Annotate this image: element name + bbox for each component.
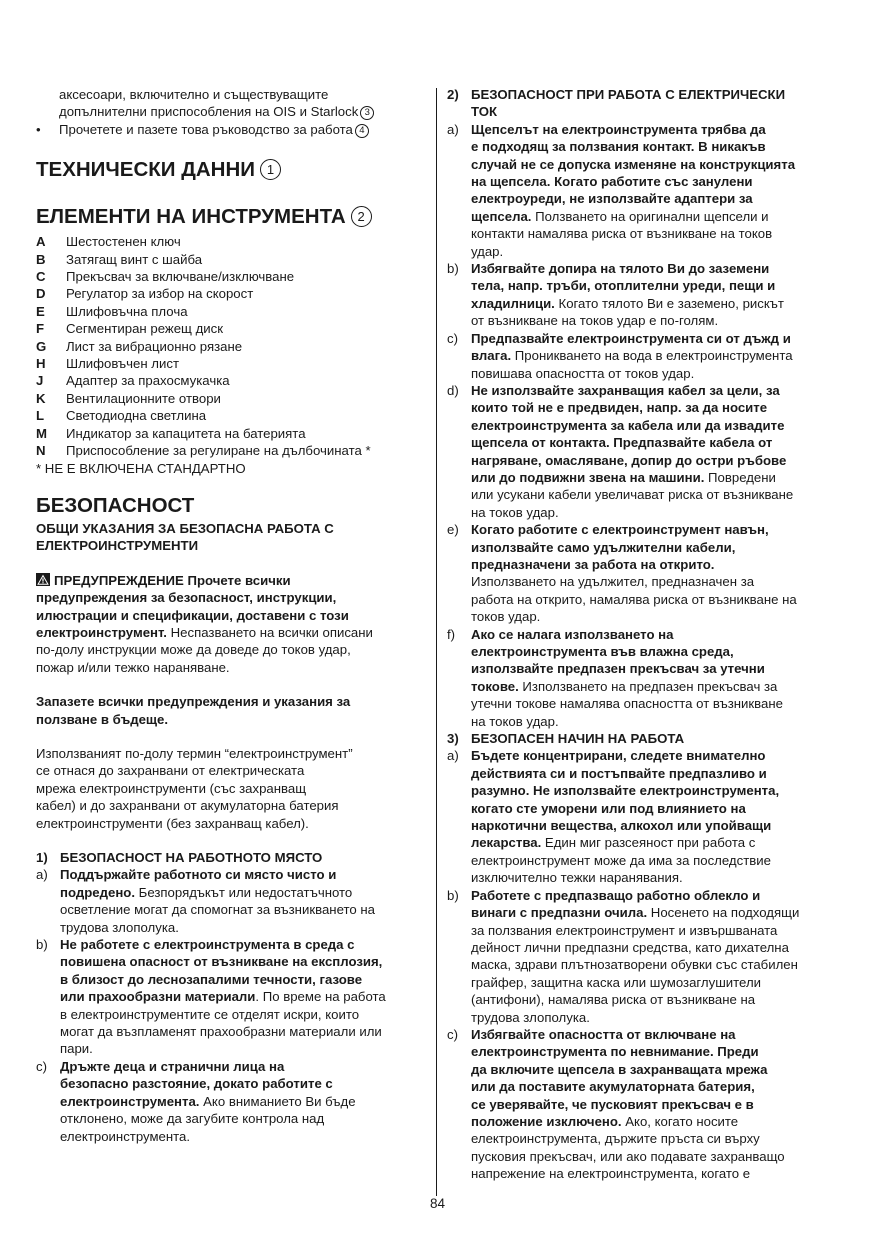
bold-text: безопасно разстояние, докато работите с: [60, 1076, 333, 1092]
text-line: [471, 626, 842, 643]
item-marker: b): [36, 937, 48, 953]
text-line: [60, 1075, 418, 1092]
section-2-items: [447, 121, 842, 730]
bold-text: лекарства.: [471, 835, 542, 851]
bold-text: използвайте само удължителни кабели,: [471, 539, 736, 555]
text-line: [36, 607, 418, 624]
bold-text: които той не е предвиден, напр. за да носите: [471, 400, 768, 416]
bold-text: в близост до леснозапалими течности, газове: [60, 971, 363, 987]
element-key: J: [36, 373, 44, 389]
text-line: [471, 782, 842, 799]
text-line: [471, 817, 842, 834]
text-line: [471, 382, 842, 399]
text-line: [471, 1165, 842, 1182]
left-column: [36, 86, 418, 1145]
normal-text: пусковия прекъсвач, или ако подавате захранващо: [471, 1148, 785, 1164]
bold-text: винаги с предпазни очила.: [471, 905, 648, 921]
bold-text: да включите щепсела в захранващата мрежа: [471, 1061, 768, 1077]
list-item: [447, 382, 842, 521]
not-included-note: * НЕ Е ВКЛЮЧЕНА СТАНДАРТНО: [36, 460, 246, 476]
text-line: [60, 901, 418, 918]
normal-text: токов удар.: [471, 609, 541, 625]
normal-text: могат да възпламенят прахообразни материали или: [60, 1024, 382, 1040]
element-key: B: [36, 251, 46, 267]
intro-continuation: [36, 86, 418, 121]
text-line: [471, 660, 842, 677]
bold-text: положение изключено.: [471, 1113, 622, 1129]
normal-text: дейност лични предпазни средства, като дихателна: [471, 939, 789, 955]
warning-triangle-icon: [36, 573, 50, 586]
text-line: [60, 866, 418, 883]
element-key: N: [36, 443, 46, 459]
bold-text: Бъдете концентрирани, следете внимателно: [471, 748, 766, 764]
text-line: [471, 1148, 842, 1165]
normal-text: трудова злополука.: [471, 1009, 590, 1025]
normal-text: маска, здрави плътнозатворени обувки със стабилен: [471, 957, 798, 973]
normal-text: Ползването на оригинални щепсели и: [531, 208, 769, 224]
text-line: [471, 347, 842, 364]
element-key: H: [36, 356, 46, 372]
figure-ref-1: 1: [260, 159, 281, 180]
text-line: [471, 173, 842, 190]
normal-text: Един миг разсеяност при работа с: [541, 835, 756, 851]
text-line: [471, 330, 842, 347]
text-line: [471, 991, 842, 1008]
text-line: [60, 919, 418, 936]
normal-text: Неспазването на всички описани: [166, 624, 373, 640]
bold-text: Не работете с електроинструмента в среда с: [60, 937, 355, 953]
item-text: [471, 1026, 842, 1183]
normal-text: осветление могат да спомогнат за възникването на: [60, 902, 375, 918]
item-text: [471, 887, 842, 1026]
intro-line-1: аксесоари, включително и съществуващите: [59, 87, 329, 102]
text-line: [471, 399, 842, 416]
item-text: [471, 260, 842, 330]
normal-text: работа на открито, намалява риска от възникване на: [471, 591, 797, 607]
section-1-heading: 1) БЕЗОПАСНОСТ НА РАБОТНОТО МЯСТО: [36, 850, 323, 865]
figure-ref-2: 2: [351, 206, 372, 227]
tool-elements-list: [36, 233, 418, 459]
element-label: Адаптер за прахосмукачка: [66, 373, 230, 389]
bold-text: или да поставите акумулаторната батерия,: [471, 1079, 755, 1095]
text-line: [471, 521, 842, 538]
list-item: [447, 121, 842, 260]
page-number: 84: [429, 1196, 446, 1211]
bold-text: електроинструмента.: [60, 1093, 200, 1109]
normal-text: от възникване на токов удар е по-голям.: [471, 313, 719, 329]
item-marker: b): [447, 887, 459, 903]
normal-text: Безпорядъкът или недостатъчното: [135, 884, 353, 900]
item-marker: e): [447, 522, 459, 538]
bold-text: когато сте уморени или под влиянието на: [471, 800, 746, 816]
text-line: [471, 486, 842, 503]
text-line: [471, 747, 842, 764]
item-marker: f): [447, 626, 456, 642]
normal-text: удар.: [471, 243, 504, 259]
text-line: [471, 1130, 842, 1147]
text-line: [471, 800, 842, 817]
element-label: Шестостенен ключ: [66, 234, 181, 250]
section-3-heading: 3) БЕЗОПАСЕН НАЧИН НА РАБОТА: [447, 731, 685, 747]
text-line: [36, 589, 418, 606]
element-key: G: [36, 338, 47, 354]
bold-text: нагряване, омасляване, допир до остри ръбове: [471, 452, 787, 468]
bullet-mark: •: [36, 121, 41, 137]
item-marker: c): [447, 330, 458, 346]
list-item: [36, 1058, 418, 1145]
bold-text: е подходящ за ползвания контакт. В никакъв: [471, 139, 766, 155]
bold-text: се уверявайте, че пусковият прекъсвач е в: [471, 1096, 754, 1112]
text-line: [60, 988, 418, 1005]
bold-text: повишена опасност от възникване на експлозия,: [60, 954, 383, 970]
text-line: [471, 834, 842, 851]
text-line: [471, 556, 842, 573]
text-line: [471, 765, 842, 782]
right-column: [447, 86, 842, 1183]
bold-text: влага.: [471, 348, 512, 364]
text-line: [471, 504, 842, 521]
normal-text: по-долу инструкции може да доведе до токов удар,: [36, 642, 351, 658]
text-line: [471, 852, 842, 869]
list-item: [447, 887, 842, 1026]
text-line: [471, 452, 842, 469]
section-1-items: [36, 866, 418, 1145]
element-label: Приспособление за регулиране на дълбочината *: [66, 443, 371, 459]
element-label: Регулатор за избор на скорост: [66, 286, 254, 302]
technical-data-heading: ТЕХНИЧЕСКИ ДАННИ 1: [36, 158, 418, 182]
element-key: D: [36, 286, 46, 302]
text-line: [60, 884, 418, 901]
element-label: Шлифовъчна плоча: [66, 303, 188, 319]
text-line: [471, 539, 842, 556]
tool-elements-heading: ЕЛЕМЕНТИ НА ИНСТРУМЕНТА 2: [36, 205, 418, 229]
list-item: [447, 521, 842, 625]
element-label: Шлифовъчен лист: [66, 356, 179, 372]
intro-line-2: допълнителни приспособления на OIS и Starlock 3: [59, 103, 418, 120]
keep-warnings-note: Запазете всички предупреждения и указания за ползване в бъдеще.: [36, 694, 351, 727]
normal-text: електроинструмента, държите пръста си върху: [471, 1131, 760, 1147]
bold-text: на щепсела. Когато работите със занулени: [471, 174, 753, 190]
text-line: [471, 608, 842, 625]
element-label: Индикатор за капацитета на батерията: [66, 425, 306, 441]
normal-text: трудова злополука.: [60, 919, 179, 935]
text-line: [36, 641, 418, 658]
item-text: [60, 866, 418, 936]
text-line: [471, 678, 842, 695]
item-text: [471, 121, 842, 260]
bold-text: или до подвижни звена на машини.: [471, 469, 705, 485]
list-item: [447, 330, 842, 382]
bold-text: Поддържайте работното си място чисто и: [60, 867, 337, 883]
text-line: [60, 1093, 418, 1110]
text-line: [471, 695, 842, 712]
text-line: [471, 469, 842, 486]
text-line: [471, 312, 842, 329]
item-text: [471, 382, 842, 521]
normal-text: Повредени: [704, 469, 776, 485]
element-label: Светодиодна светлина: [66, 408, 207, 424]
normal-text: контакти намалява риска от възникване на токов: [471, 226, 773, 242]
text-line: [60, 953, 418, 970]
item-marker: a): [447, 748, 459, 764]
safety-heading: БЕЗОПАСНОСТ: [36, 493, 195, 517]
bold-text: Избягвайте допира на тялото Ви до заземени: [471, 261, 770, 277]
bold-text: Щепселът на електроинструмента трябва да: [471, 121, 766, 137]
bold-text: електроинструмента във влажна среда,: [471, 644, 734, 659]
text-line: [36, 659, 418, 676]
text-line: [471, 260, 842, 277]
bold-text: Работете с предпазващо работно облекло и: [471, 887, 761, 903]
text-line: [471, 138, 842, 155]
bold-text: предупреждения за безопасност, инструкции,: [36, 590, 337, 606]
text-line: [471, 190, 842, 207]
element-key: C: [36, 269, 46, 285]
text-line: [471, 974, 842, 991]
column-divider: [436, 88, 437, 1196]
item-marker: b): [447, 261, 459, 277]
item-marker: a): [447, 121, 459, 137]
bold-text: щепсела.: [471, 208, 532, 224]
bold-text: тела, напр. тръби, отоплителни уреди, пещи и: [471, 278, 776, 294]
text-line: [471, 1026, 842, 1043]
bold-text: наркотични вещества, алкохол или упойващи: [471, 818, 772, 834]
item-text: [471, 747, 842, 886]
figure-ref-4: 4: [355, 124, 369, 138]
bold-text: електроинструмент.: [36, 624, 167, 640]
normal-text: Проникването на вода в електроинструмента: [511, 348, 793, 364]
text-line: [60, 1110, 418, 1127]
item-text: [471, 330, 842, 382]
item-marker: c): [447, 1026, 458, 1042]
list-item: [447, 626, 842, 730]
bold-text: щепсела от контакта. Предпазвайте кабела от: [471, 435, 773, 451]
element-key: F: [36, 321, 45, 337]
text-line: [60, 1006, 418, 1023]
text-line: [471, 573, 842, 590]
normal-text: грайфер, защитна каска или шумозаглушители: [471, 974, 762, 990]
text-line: [36, 624, 418, 641]
read-manual-bullet: • Прочетете и пазете това ръководство за работа 4: [36, 121, 418, 138]
bold-text: Избягвайте опасността от включване на: [471, 1026, 736, 1042]
normal-text: пожар и/или тежко нараняване.: [36, 659, 230, 675]
list-item: [447, 747, 842, 886]
element-key: L: [36, 408, 45, 424]
normal-text: Когато тялото Ви е заземено, рискът: [554, 295, 784, 311]
normal-text: напрежение на електроинструмента, когато е: [471, 1166, 751, 1182]
bold-text: Предпазвайте електроинструмента си от дъжд и: [471, 330, 791, 346]
text-line: [471, 434, 842, 451]
text-line: [471, 417, 842, 434]
normal-text: в електроинструментите се отделят искри, които: [60, 1006, 360, 1022]
text-line: [471, 956, 842, 973]
normal-text: на токов удар.: [471, 504, 559, 520]
text-line: [471, 1078, 842, 1095]
normal-text: изключително тежки наранявания.: [471, 870, 683, 886]
normal-text: пари.: [60, 1041, 93, 1057]
bold-text: случай не се допуска изменяне на конструкцията: [471, 156, 796, 172]
text-line: [471, 208, 842, 225]
list-item: [36, 936, 418, 1058]
text-line: [471, 713, 842, 730]
section-3-items: [447, 747, 842, 1182]
text-line: [471, 939, 842, 956]
normal-text: повишава опасността от токов удар.: [471, 365, 695, 381]
text-line: [471, 922, 842, 939]
text-line: [60, 971, 418, 988]
text-line: [471, 904, 842, 921]
text-line: [60, 1023, 418, 1040]
element-label: Сегментиран режещ диск: [66, 321, 223, 337]
normal-text: Използването на предпазен прекъсвач за: [518, 678, 778, 694]
element-key: A: [36, 234, 46, 250]
bold-text: Дръжте деца и странични лица на: [60, 1058, 285, 1074]
normal-text: за ползвания електроинструмент и извършваната: [471, 922, 778, 938]
element-label: Прекъсвач за включване/изключване: [66, 269, 295, 285]
bold-text: предназначени за работа на открито.: [471, 556, 715, 572]
text-line: [471, 1009, 842, 1026]
text-line: [60, 1128, 418, 1145]
bold-text: Ако се налага използването на: [471, 626, 674, 642]
text-line: [60, 1058, 418, 1075]
text-line: [471, 365, 842, 382]
power-tool-term-paragraph: Използваният по-долу термин “електроинструмент” се отнася до захранвани от електрическата мрежа електроинструменти (със захранващ кабел) и до захранвани от акумулаторна батерия електроинструменти (без захранващ кабел).: [36, 745, 353, 831]
text-line: [471, 1061, 842, 1078]
normal-text: Носенето на подходящи: [647, 905, 800, 921]
text-line: [471, 277, 842, 294]
list-item: [447, 1026, 842, 1183]
text-line: [471, 1113, 842, 1130]
normal-text: утечни токове намалява опасността от възникване: [471, 696, 783, 712]
bold-text: действията си и постъпвайте предпазливо и: [471, 765, 767, 781]
normal-text: отклонено, може да загубите контрола над: [60, 1111, 325, 1127]
figure-ref-3: 3: [360, 106, 374, 120]
item-marker: d): [447, 382, 459, 398]
general-safety-heading: ОБЩИ УКАЗАНИЯ ЗА БЕЗОПАСНА РАБОТА С ЕЛЕКТРОИНСТРУМЕНТИ: [36, 520, 334, 554]
text-line: [471, 591, 842, 608]
normal-text: електроинструмента.: [60, 1128, 191, 1144]
text-line: [471, 1096, 842, 1113]
text-line: [471, 869, 842, 886]
list-item: [36, 866, 418, 936]
text-line: [471, 225, 842, 242]
bold-text: ПРЕДУПРЕЖДЕНИЕ Прочете всички: [54, 572, 291, 588]
normal-text: или усукани кабели увеличават риска от възникване: [471, 487, 794, 503]
normal-text: Ако, когато носите: [621, 1113, 739, 1129]
list-item: [447, 260, 842, 330]
element-key: K: [36, 390, 46, 406]
item-text: [60, 936, 418, 1058]
general-warning: [36, 572, 418, 676]
bold-text: подредено.: [60, 884, 135, 900]
text-line: [471, 887, 842, 904]
text-line: [471, 643, 842, 660]
item-marker: a): [36, 867, 48, 883]
normal-text: . По време на работа: [255, 989, 386, 1005]
item-text: [471, 626, 842, 730]
normal-text: Използването на удължител, предназначен за: [471, 574, 755, 590]
element-label: Вентилационните отвори: [66, 390, 221, 406]
bold-text: хладилници.: [471, 295, 555, 311]
element-label: Лист за вибрационно рязане: [66, 338, 243, 354]
item-marker: c): [36, 1058, 47, 1074]
element-key: E: [36, 303, 45, 319]
item-text: [60, 1058, 418, 1145]
text-line: [60, 936, 418, 953]
bold-text: токове.: [471, 678, 519, 694]
bold-text: електроинструмента за кабела или да извадите: [471, 417, 785, 433]
element-key: M: [36, 425, 47, 441]
bold-text: Когато работите с електроинструмент навън,: [471, 522, 769, 538]
text-line: [471, 295, 842, 312]
normal-text: на токов удар.: [471, 713, 559, 729]
bold-text: Не използвайте захранващия кабел за цели, за: [471, 382, 780, 398]
normal-text: Ако вниманието Ви бъде: [199, 1093, 356, 1109]
text-line: [471, 1043, 842, 1060]
bold-text: или прахообразни материали: [60, 989, 256, 1005]
text-line: [36, 572, 418, 589]
text-line: [60, 1040, 418, 1057]
bold-text: електроинструмента по невнимание. Преди: [471, 1044, 759, 1060]
text-line: [471, 121, 842, 138]
normal-text: (антифони), намалява риска от възникване на: [471, 992, 756, 1008]
section-2-heading: 2) БЕЗОПАСНОСТ ПРИ РАБОТА С ЕЛЕКТРИЧЕСКИ ТОК: [447, 87, 786, 120]
text-line: [471, 156, 842, 173]
bold-text: използвайте предпазен прекъсвач за утечни: [471, 661, 765, 677]
normal-text: електроинструмент може да има за последствие: [471, 852, 771, 868]
text-line: [471, 243, 842, 260]
bold-text: електроуреди, не използвайте адаптери за: [471, 191, 753, 207]
bold-text: разумно. Не използвайте електроинструмента,: [471, 783, 780, 799]
item-text: [471, 521, 842, 625]
bold-text: илюстрации и спецификации, доставени с този: [36, 607, 349, 623]
element-label: Затягащ винт с шайба: [66, 251, 203, 267]
